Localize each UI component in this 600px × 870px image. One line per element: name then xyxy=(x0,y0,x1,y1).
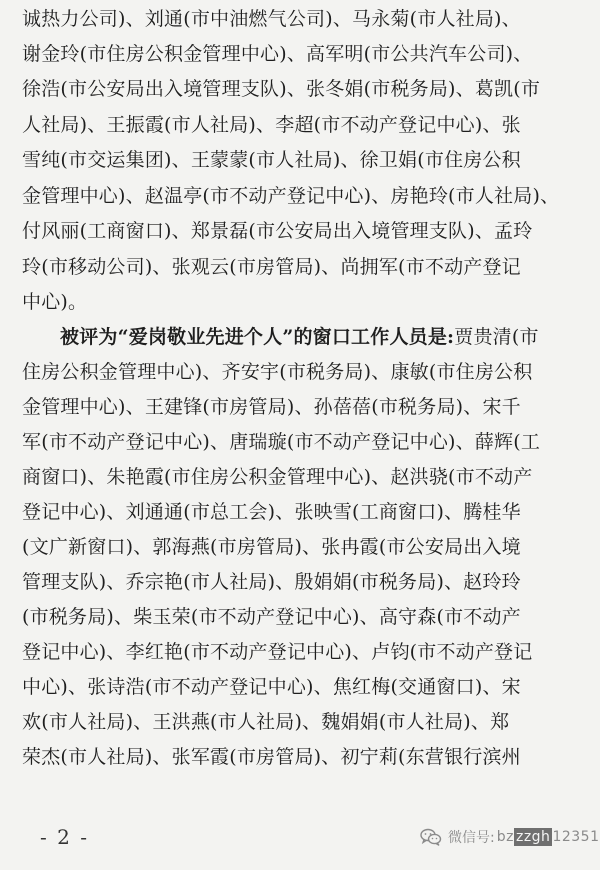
watermark-label: 微信号: xyxy=(448,830,495,846)
text-line: 玲(市移动公司)、张观云(市房管局)、尚拥军(市不动产登记 xyxy=(22,256,521,278)
heading-tail-text: 贾贵清(市 xyxy=(454,326,539,348)
paragraph-heading-line xyxy=(60,322,578,352)
text-line: 登记中心)、李红艳(市不动产登记中心)、卢钧(市不动产登记 xyxy=(22,641,533,663)
text-line: 徐浩(市公安局出入境管理支队)、张冬娟(市税务局)、葛凯(市 xyxy=(22,78,541,100)
text-line: 诚热力公司)、刘通(市中油燃气公司)、马永菊(市人社局)、 xyxy=(22,8,521,30)
text-line: (市税务局)、柴玉荣(市不动产登记中心)、高守森(市不动产 xyxy=(22,606,521,628)
text-line: 荣杰(市人社局)、张军霞(市房管局)、初宁莉(东营银行滨州 xyxy=(22,746,521,768)
text-line: 住房公积金管理中心)、齐安宇(市税务局)、康敏(市住房公积 xyxy=(22,361,533,383)
award-heading: 被评为“爱岗敬业先进个人”的窗口工作人员是: xyxy=(60,326,455,348)
text-line: 军(市不动产登记中心)、唐瑞璇(市不动产登记中心)、薛辉(工 xyxy=(22,431,541,453)
text-line: 登记中心)、刘通通(市总工会)、张映雪(工商窗口)、腾桂华 xyxy=(22,501,521,523)
watermark-id-part: 12351 xyxy=(552,829,600,845)
watermark-id xyxy=(497,829,600,845)
text-line: 谢金玲(市住房公积金管理中心)、高军明(市公共汽车公司)、 xyxy=(22,43,533,65)
watermark-id-part: bz xyxy=(496,829,514,845)
text-line: 中心)、张诗浩(市不动产登记中心)、焦红梅(交通窗口)、宋 xyxy=(22,676,521,698)
watermark-id-highlight: zzgh xyxy=(515,829,551,845)
text-line: (文广新窗口)、郭海燕(市房管局)、张冉霞(市公安局出入境 xyxy=(22,536,521,558)
text-line: 金管理中心)、赵温亭(市不动产登记中心)、房艳玲(市人社局)、 xyxy=(22,185,560,207)
text-line: 雪纯(市交运集团)、王蒙蒙(市人社局)、徐卫娟(市住房公积 xyxy=(22,149,521,171)
text-line: 付风丽(工商窗口)、郑景磊(市公安局出入境管理支队)、孟玲 xyxy=(22,220,533,242)
page-number: - 2 - xyxy=(40,825,89,849)
text-line: 中心)。 xyxy=(22,291,88,313)
wechat-icon xyxy=(420,828,442,846)
text-line: 人社局)、王振霞(市人社局)、李超(市不动产登记中心)、张 xyxy=(22,114,521,136)
text-line: 金管理中心)、王建锋(市房管局)、孙蓓蓓(市税务局)、宋千 xyxy=(22,396,521,418)
wechat-watermark xyxy=(420,824,599,850)
text-line: 管理支队)、乔宗艳(市人社局)、殷娟娟(市税务局)、赵玲玲 xyxy=(22,571,521,593)
text-line: 欢(市人社局)、王洪燕(市人社局)、魏娟娟(市人社局)、郑 xyxy=(22,711,510,733)
text-line: 商窗口)、朱艳霞(市住房公积金管理中心)、赵洪骁(市不动产 xyxy=(22,466,533,488)
